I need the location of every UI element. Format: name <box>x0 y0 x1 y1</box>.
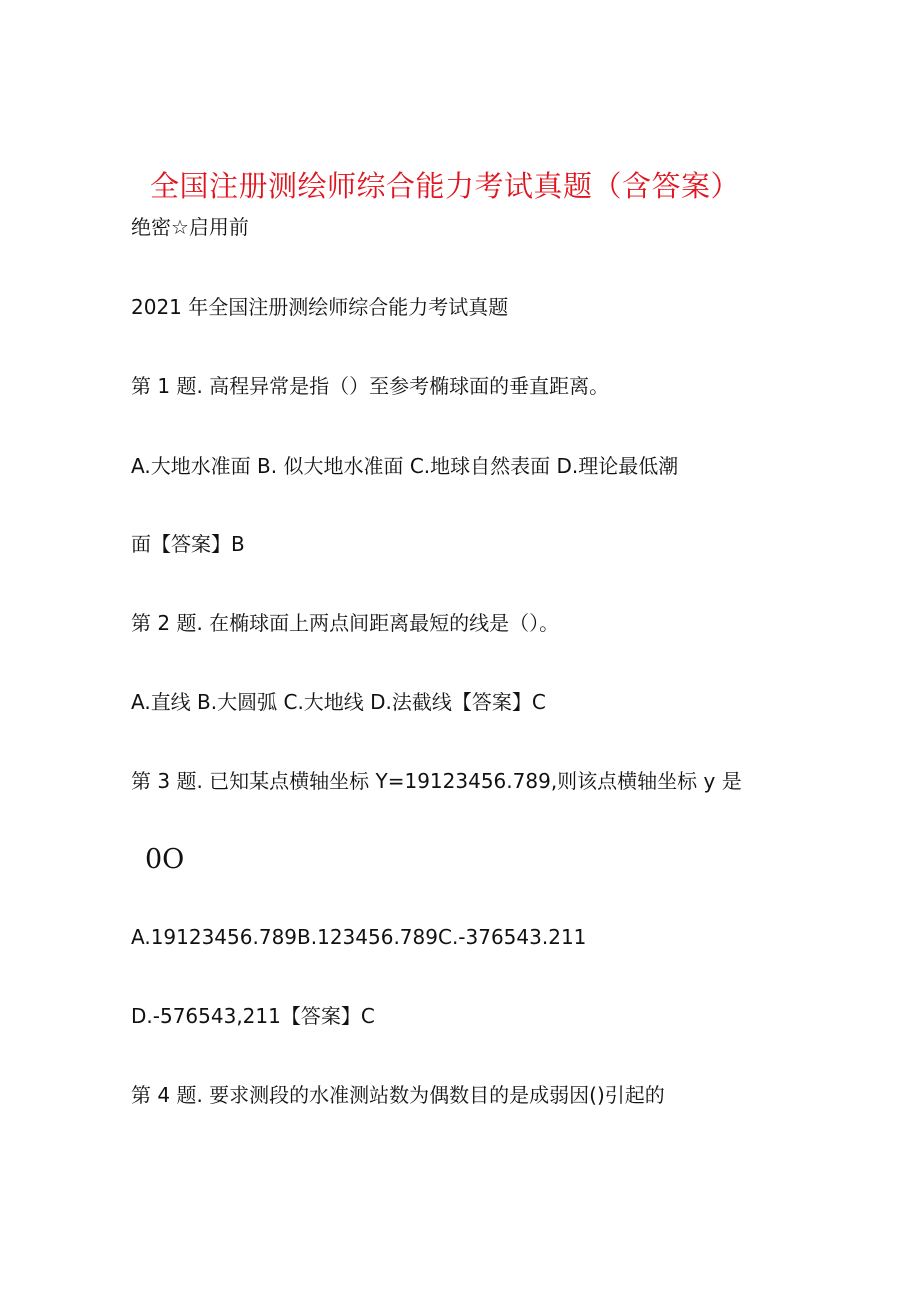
question-1-answer: 面【答案】B <box>131 532 245 556</box>
question-4-text: 第 4 题. 要求测段的水准测站数为偶数目的是成弱因()引起的 <box>131 1083 665 1107</box>
question-1-options: A.大地水准面 B. 似大地水准面 C.地球自然表面 D.理论最低潮 <box>131 454 679 478</box>
question-2-text: 第 2 题. 在椭球面上两点间距离最短的线是（）。 <box>131 611 560 635</box>
question-1-text: 第 1 题. 高程异常是指（）至参考椭球面的垂直距离。 <box>131 374 610 398</box>
confidential-label: 绝密☆启用前 <box>131 215 249 239</box>
document-title: 全国注册测绘师综合能力考试真题（含答案） <box>150 169 741 203</box>
question-3-text: 第 3 题. 已知某点横轴坐标 Y=19123456.789,则该点横轴坐标 y 是 <box>131 769 742 793</box>
question-3-answer: D.-576543,211【答案】C <box>131 1004 375 1028</box>
question-3-blank: 0O <box>145 844 185 875</box>
question-2-options-answer: A.直线 B.大圆弧 C.大地线 D.法截线【答案】C <box>131 690 546 714</box>
exam-heading: 2021 年全国注册测绘师综合能力考试真题 <box>131 295 509 319</box>
question-3-options: A.19123456.789B.123456.789C.-376543.211 <box>131 925 587 949</box>
